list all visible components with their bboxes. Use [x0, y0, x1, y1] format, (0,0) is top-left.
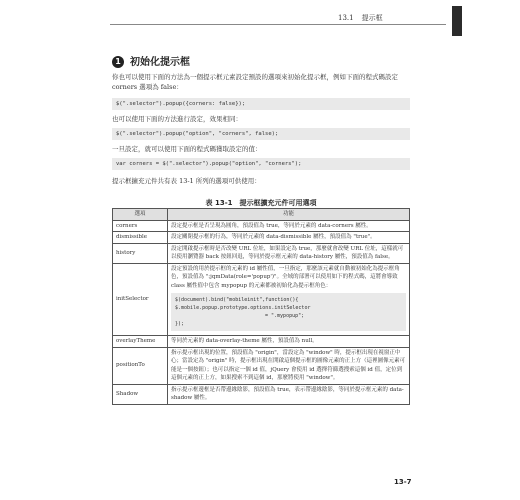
- option-name: positionTo: [113, 347, 168, 384]
- table-row: [113, 232, 410, 244]
- option-desc-text: 設定預設的用於提示框的元素的 id 屬性值，一旦指定，那麼該元素就自動被初始化為提示框角色，預設值為 ":jqmData(role='popup')"。全域的部署可以使用如下的程式碼，這將會導致 class 屬性值中包含 mypopup 的元素都被初始化為提示框角色：: [171, 265, 400, 289]
- code-block: var corners = $(".selector").popup("option", "corners");: [112, 158, 410, 170]
- section-number: 1: [112, 56, 124, 68]
- section-title: 初始化提示框: [130, 57, 190, 68]
- header-chapter: 13.1: [338, 14, 354, 22]
- code-line: = ".mypopup";: [265, 313, 305, 319]
- header-rule: [110, 24, 446, 25]
- table-row: [113, 243, 410, 263]
- option-name: initSelector: [113, 263, 168, 336]
- option-name: overlayTheme: [113, 336, 168, 348]
- code-block: $(".selector").popup({corners: false});: [112, 98, 410, 110]
- chapter-tab: [452, 6, 462, 36]
- paragraph: 也可以使用下面的方法進行設定，效果相同：: [112, 115, 242, 123]
- options-table: [112, 208, 410, 405]
- option-desc: 指示提示框邊框是否帶邊緣陰影，預設值為 true，表示帶邊緣陰影，等同於提示框元素的 data-shadow 屬性。: [168, 384, 410, 404]
- inline-code-block: [171, 293, 406, 331]
- column-header: 選項: [113, 209, 168, 221]
- code-line: $.mobile.popup.prototype.options.initSelector: [175, 305, 311, 311]
- option-name: corners: [113, 220, 168, 232]
- page-number: 13-7: [394, 478, 412, 486]
- option-desc: 等同於元素的 data-overlay-theme 屬性，預設值為 null。: [168, 336, 410, 348]
- option-desc: [168, 263, 410, 336]
- table-header-row: [113, 209, 410, 221]
- code-line: $(document).bind("mobileinit",function(){: [175, 297, 299, 303]
- option-name: dismissible: [113, 232, 168, 244]
- paragraph: 你也可以使用下面的方法為一個提示框元素設定預設的選項來初始化提示框，例如下面的程式碼設定 corners 選項為 false：: [112, 73, 398, 91]
- table-row: [113, 384, 410, 404]
- table-row: [113, 336, 410, 348]
- running-header: [330, 13, 383, 23]
- option-desc: 設定開啟提示框時是否改變 URL 位址，如果設定為 true，那麼就會改變 URL 位址，這樣就可以使用瀏覽器 back 按鈕回退，等同於提示框元素的 data-history 屬性，預設值為 false。: [168, 243, 410, 263]
- column-header: 功能: [168, 209, 410, 221]
- table-row: [113, 347, 410, 384]
- option-desc: 設定關閉提示框的行為，等同於元素的 data-dismissible 屬性，預設值為 "true"。: [168, 232, 410, 244]
- section-heading: [112, 53, 190, 68]
- option-name: Shadow: [113, 384, 168, 404]
- option-name: history: [113, 243, 168, 263]
- option-desc: 指示提示框出現的位置，預設值為 "origin"，當設定為 "window" 時，提示框出現在視窗正中心；當設定為 "origin" 時，提示框出現在開啟這個提示框的圖像元素的正上方（這裡圖像元素可能是一個按鈕）；也可以指定一個 id 值，jQuery 會使用 id 選擇符篩選搜索這個 id 值，定位到這個元素的正上方，如果搜索不到這個 id，那麼將使用 "window"。: [168, 347, 410, 384]
- paragraph: 提示框擴充元件共有表 13-1 所列的選項可供使用：: [112, 177, 261, 185]
- table-caption: 表 13-1 提示框擴充元件可用選項: [205, 199, 317, 207]
- code-line: });: [175, 321, 185, 327]
- header-title: 提示框: [361, 14, 383, 22]
- table-row: [113, 263, 410, 336]
- option-desc: 設定提示框是否呈現為圓角，預設值為 true，等同於元素的 data-corners 屬性。: [168, 220, 410, 232]
- paragraph: 一旦設定，就可以使用下面的程式碼獲取設定的值：: [112, 145, 262, 153]
- code-block: $(".selector").popup("option", "corners", false);: [112, 128, 410, 140]
- table-row: [113, 220, 410, 232]
